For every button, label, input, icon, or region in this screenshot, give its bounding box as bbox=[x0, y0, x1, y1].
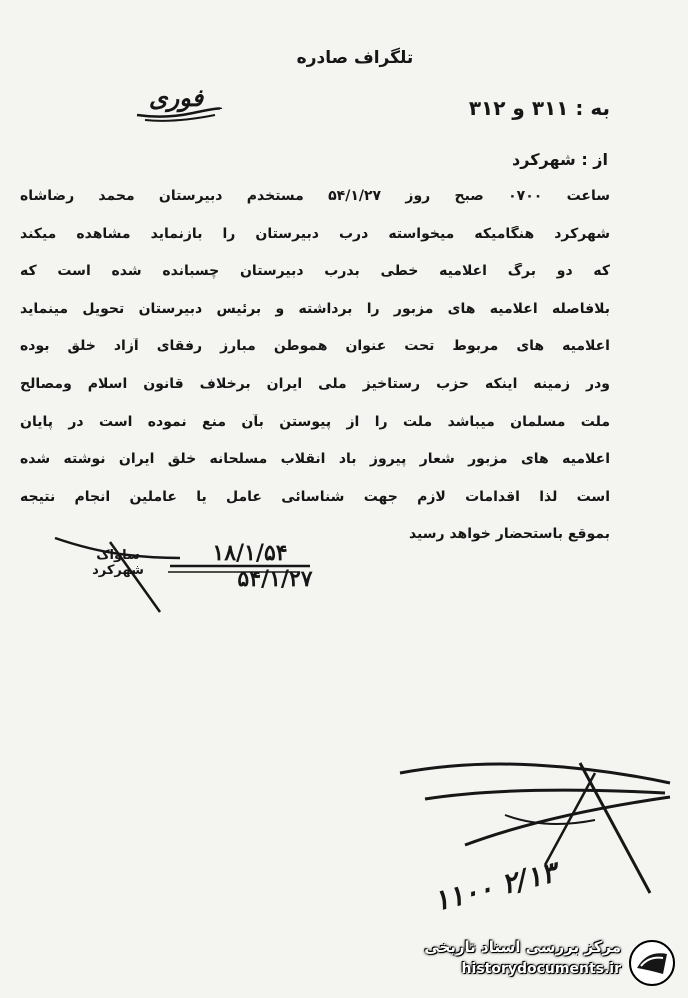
body-line: اعلامیه های مزبور شعار پیروز باد انقلاب مسلحانه خلق ایران نوشته شده bbox=[20, 451, 610, 468]
document-title: تلگراف صادره bbox=[296, 48, 414, 68]
sender-line: از : شهرکرد bbox=[512, 150, 608, 169]
body-line: اعلامیه های مربوط تحت عنوان هموطن مبارز رفقای آزاد خلق بوده bbox=[20, 338, 610, 355]
signature-label: ساواک شهرکرد bbox=[92, 548, 144, 578]
body-line: ملت مسلمان میباشد ملت را از پیوستن بآن منع نموده است در پایان bbox=[20, 413, 610, 430]
body-line: بلافاصله اعلامیه های مزبور را برداشته و برئیس دبیرستان تحویل مینماید bbox=[20, 300, 610, 317]
watermark-url: historydocuments.ir bbox=[461, 961, 621, 977]
watermark-org-name: مرکز بررسی اسناد تاریخی bbox=[424, 938, 621, 956]
recipient-line: به : ۳۱۱ و ۳۱۲ bbox=[468, 96, 610, 120]
document-date: ۵۴/۱/۲۷ bbox=[237, 566, 313, 592]
telegram-body bbox=[20, 188, 610, 564]
urgency-mark bbox=[135, 83, 225, 133]
body-line: بموقع باستحضار خواهد رسید bbox=[408, 526, 610, 543]
archive-watermark bbox=[395, 932, 683, 992]
body-line: ساعت ۰۷۰۰ صبح روز ۵۴/۱/۲۷ مستخدم دبیرستان محمد رضاشاه bbox=[20, 188, 610, 204]
body-line: ودر زمینه اینکه حزب رستاخیز ملی ایران برخلاف قانون اسلام ومصالح bbox=[20, 375, 610, 392]
body-line: شهرکرد هنگامیکه میخواسته درب دبیرستان را بازنماید مشاهده میکند bbox=[20, 225, 610, 242]
body-line: است لذا اقدامات لازم جهت شناسائی عامل یا عاملین انجام نتیجه bbox=[20, 488, 610, 505]
urgency-underline-icon bbox=[135, 103, 225, 133]
handwritten-signature-icon bbox=[395, 755, 675, 955]
handwritten-note: ۱۱۰۰ ۲/۱۳ bbox=[430, 855, 560, 918]
archive-logo-icon bbox=[627, 938, 677, 988]
reference-date: ۱۸/۱/۵۴ bbox=[212, 540, 288, 566]
body-line: که دو برگ اعلامیه خطی بدرب دبیرستان چسبانده شده است که bbox=[20, 263, 610, 280]
urgency-label: فوری bbox=[148, 83, 204, 112]
